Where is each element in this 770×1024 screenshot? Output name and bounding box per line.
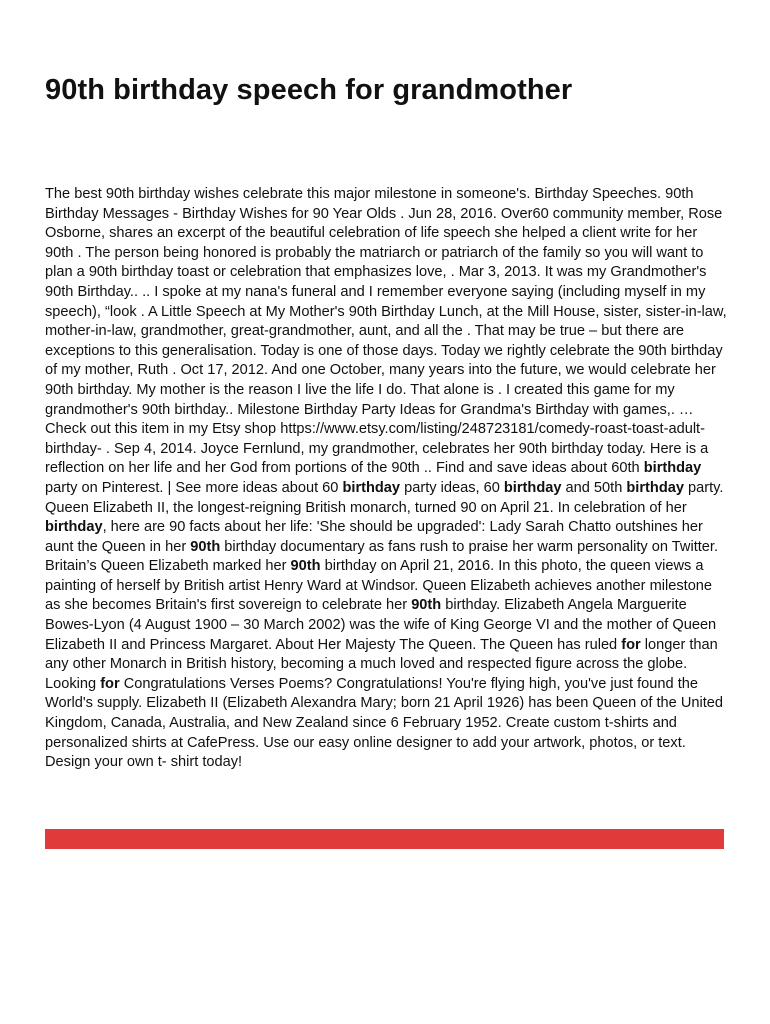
text-segment: party on Pinterest. | See more ideas about 60 (45, 479, 343, 496)
text-segment: birthday documentary as fans rush to praise her warm personality on Twitter. Britain’s Queen Elizabeth marked her (45, 538, 719, 575)
keyword-highlight: for (621, 636, 641, 653)
keyword-highlight: birthday (503, 479, 562, 496)
text-segment: The best 90th birthday wishes celebrate this major milestone in someone's. Birthday Speeches. 90th Birthday Messages - Birthday Wishes for 90 Year Olds . Jun 28, 2016. Over60 community member, Rose Osborne, shares an excerpt of the beautiful celebration of life speech she helped a client write for her 90th . The person being honored is probably the matriarch or patriarch of the family so you will want to plan a 90th birthday toast or celebration that emphasizes love, . Mar 3, 2013. It was my Grandmother's 90th Birthday.. .. I spoke at my nana's funeral and I remember everyone saying (including myself in my speech), “look . A Little Speech at My Mother's 90th Birthday Lunch, at the Mill House, sister, sister-in-law, mother-in-law, grandmother, great-grandmother, aunt, and all the . That may be true – but there are exceptions to this generalisation. Today is one of those days. Today we rightly celebrate the 90th birthday of my mother, Ruth . Oct 17, 2012. And one October, many years into the future, we would celebrate her 90th birthday. My mother is the reason I live the life I do. That alone is . I created this game for my grandmother's 90th birthday.. Milestone Birthday Party Ideas for Grandma's Birthday with games,. … Check out this item in my Etsy shop https://www.etsy.com/listing/248723181/comedy-roast-toast-adult-birthday- . Sep 4, 2014. Joyce Fernlund, my grandmother, celebrates her 90th birthday today. Here is a reflection on her life and her God from portions of the 90th .. Find and save ideas about 60th (45, 186, 727, 477)
text-segment: birthday on April 21, 2016. In this photo, the queen views a painting of herself by British artist Henry Ward at Windsor. Queen Elizabeth achieves another milestone as she becomes Britain's first sovereign to celebrate her (45, 558, 713, 614)
text-segment: party. Queen Elizabeth II, the longest-reigning British monarch, turned 90 on April 21. In celebration of her (45, 479, 724, 516)
keyword-highlight: birthday (643, 460, 702, 477)
text-segment: and 50th (561, 479, 627, 496)
text-segment: , here are 90 facts about her life: 'She should be upgraded': Lady Sarah Chatto outshines her aunt the Queen in her (45, 519, 703, 555)
keyword-highlight: 90th (290, 558, 321, 575)
keyword-highlight: for (100, 675, 120, 692)
text-segment: Congratulations Verses Poems? Congratulations! You're flying high, you've just found the World's supply. Elizabeth II (Elizabeth Alexandra Mary; born 21 April 1926) has been Queen of the United Kingdom, Canada, Australia, and New Zealand since 6 February 1952. Create custom t-shirts and personalized shirts at CafePress. Use our easy online designer to add your artwork, photos, or text. Design your own t- shirt today! (45, 675, 724, 771)
keyword-highlight: 90th (190, 538, 221, 555)
keyword-highlight: birthday (342, 479, 401, 496)
keyword-highlight: 90th (411, 597, 442, 614)
text-segment: longer than any other Monarch in British history, becoming a much loved and respected figure across the globe. Looking (45, 636, 718, 692)
keyword-highlight: birthday (626, 479, 684, 496)
keyword-highlight: birthday (45, 519, 103, 536)
footer-bar (45, 829, 724, 849)
page-title: 90th birthday speech for grandmother (45, 74, 573, 106)
text-segment: party ideas, 60 (400, 479, 504, 496)
text-segment: birthday. Elizabeth Angela Marguerite Bowes-Lyon (4 August 1900 – 30 March 2002) was the wife of King George VI and the mother of Queen Elizabeth II and Princess Margaret. About Her Majesty The Queen. The Queen has ruled (45, 597, 717, 653)
article-body (45, 185, 728, 773)
